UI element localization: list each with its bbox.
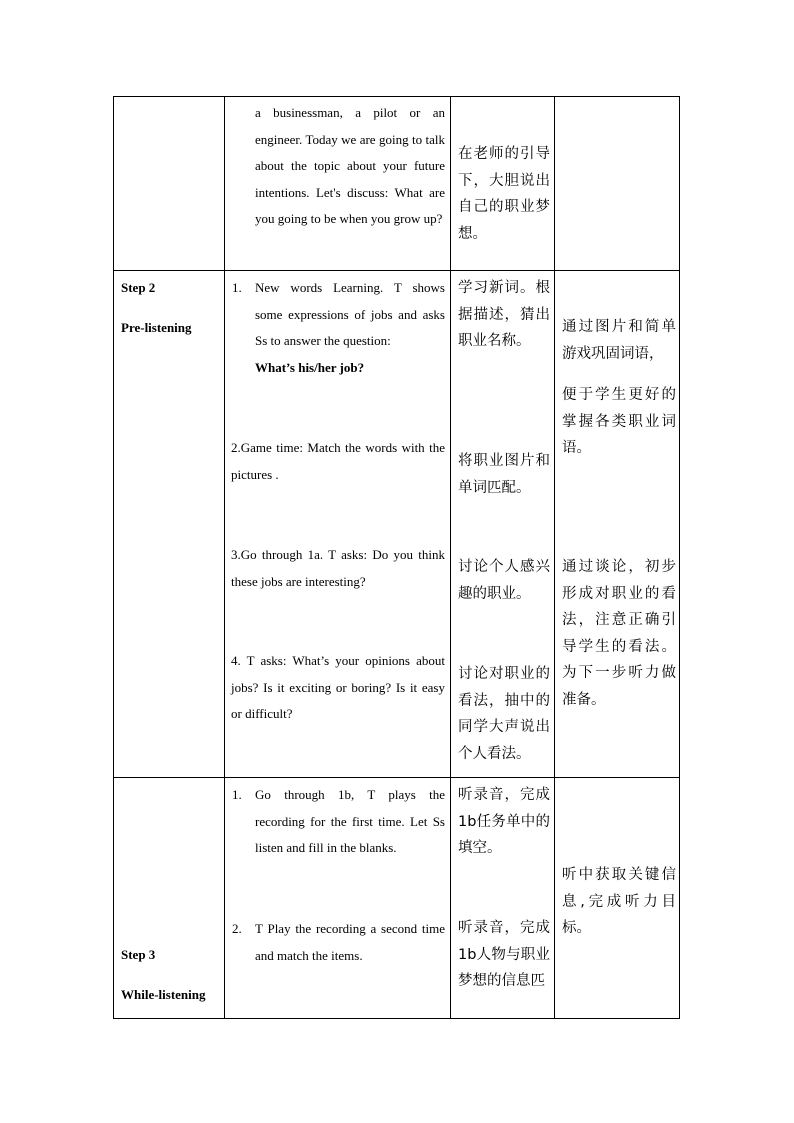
row3-student-activity-1: 听录音，完成1b任务单中的填空。 <box>458 787 550 856</box>
row2-purpose-1b: 便于学生更好的掌握各类职业词语。 <box>562 387 676 456</box>
row3-item2-number: 2. <box>232 921 242 936</box>
row1-student-activity: 在老师的引导下，大胆说出自己的职业梦想。 <box>458 146 550 242</box>
row3-item2-text: T Play the recording a second time and match the items. <box>255 921 445 963</box>
row2-student-activity-2: 将职业图片和单词匹配。 <box>458 453 550 496</box>
row2-step-name: Pre-listening <box>121 320 192 335</box>
row2-item2-text: 2.Game time: Match the words with the pictures . <box>231 440 445 482</box>
column-divider <box>450 97 451 1018</box>
row1-activity-text: a businessman, a pilot or an engineer. Today we are going to talk about the topic about your future intentions. Let's discuss: What are you going to be when you grow up? <box>255 105 445 226</box>
row3-item1-text: Go through 1b, T plays the recording for the first time. Let Ss listen and fill in the blanks. <box>255 787 445 855</box>
row2-item1-text: New words Learning. T shows some expressions of jobs and asks Ss to answer the question: <box>255 280 445 348</box>
row2-step-number: Step 2 <box>121 280 156 295</box>
row2-item1-number: 1. <box>232 280 242 295</box>
row2-student-activity-1: 学习新词。根据描述，猜出职业名称。 <box>458 280 550 349</box>
row2-student-activity-4: 讨论对职业的看法，抽中的同学大声说出个人看法。 <box>458 666 550 762</box>
row3-student-activity-2: 听录音，完成1b人物与职业梦想的信息匹 <box>458 920 550 989</box>
lesson-plan-table <box>113 96 680 1019</box>
row2-purpose-1a: 通过图片和简单游戏巩固词语， <box>562 319 676 362</box>
row2-student-activity-3: 讨论个人感兴趣的职业。 <box>458 559 550 602</box>
row-divider <box>114 270 679 271</box>
row2-item3-text: 3.Go through 1a. T asks: Do you think these jobs are interesting? <box>231 547 445 589</box>
row3-step-number: Step 3 <box>121 947 156 962</box>
row2-item4-text: 4. T asks: What’s your opinions about jobs? Is it exciting or boring? Is it easy or difficult? <box>231 653 445 721</box>
row3-purpose: 听中获取关键信息,完成听力目标。 <box>562 867 676 936</box>
column-divider <box>224 97 225 1018</box>
row-divider <box>114 777 679 778</box>
row3-item1-number: 1. <box>232 787 242 802</box>
row2-purpose-2: 通过谈论，初步形成对职业的看法，注意正确引导学生的看法。为下一步听力做准备。 <box>562 559 676 708</box>
column-divider <box>554 97 555 1018</box>
row2-item1-question: What’s his/her job? <box>255 360 365 375</box>
row3-step-name: While-listening <box>121 987 206 1002</box>
